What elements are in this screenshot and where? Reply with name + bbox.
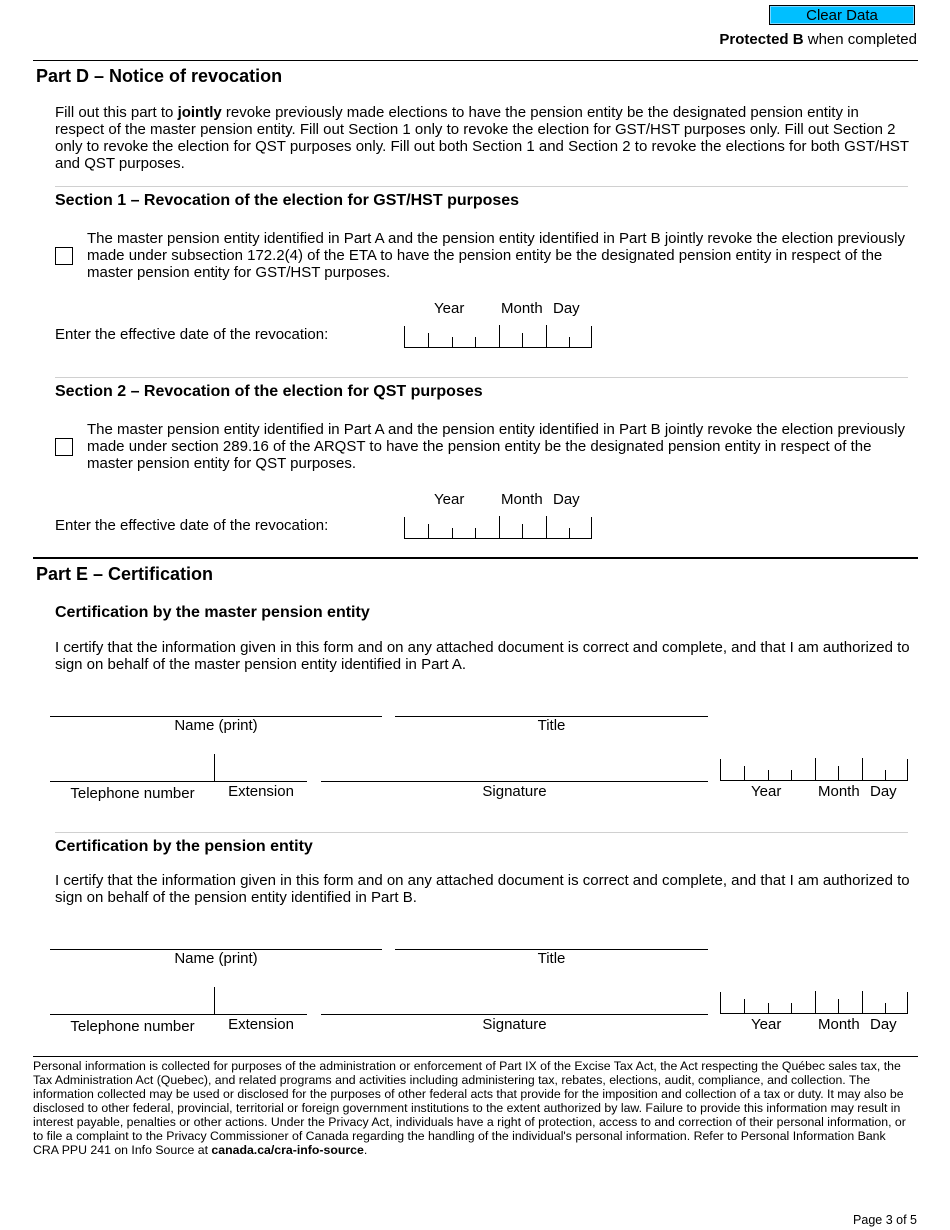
pension-year-label: Year [751, 1016, 782, 1033]
date-comb-tick [885, 770, 886, 780]
pension-signature-label: Signature [482, 1016, 547, 1033]
date-comb-tick [546, 325, 547, 347]
protected-b-label: Protected B [719, 31, 804, 48]
date-comb-tick [452, 337, 453, 347]
part-e-title: Part E – Certification [36, 564, 214, 584]
pension-certification-title: Certification by the pension entity [55, 838, 313, 855]
date-comb-tick [791, 1003, 792, 1013]
date-comb-tick [475, 337, 476, 347]
section-divider [55, 186, 908, 187]
protected-b-notice [719, 31, 917, 48]
pension-day-label: Day [870, 1016, 897, 1033]
section-2-date-input[interactable] [404, 517, 592, 539]
pension-title-label: Title [537, 950, 566, 967]
part-d-intro-jointly: jointly [177, 104, 222, 121]
date-comb-tick [768, 1003, 769, 1013]
master-title-label: Title [537, 717, 566, 734]
date-comb-tick [475, 528, 476, 538]
section-2-checkbox[interactable] [55, 438, 73, 456]
clear-data-button[interactable]: Clear Data [769, 5, 915, 25]
date-comb-tick [499, 516, 500, 538]
s1-day-label: Day [553, 300, 580, 317]
date-comb-tick [838, 999, 839, 1013]
master-telephone-label: Telephone number [70, 785, 195, 802]
part-d-title: Part D – Notice of revocation [36, 66, 283, 86]
privacy-notice [33, 1059, 913, 1157]
pension-telephone-line[interactable] [50, 1014, 307, 1015]
master-certification-date[interactable] [720, 759, 908, 781]
master-year-label: Year [751, 783, 782, 800]
date-comb-tick [522, 524, 523, 538]
date-comb-tick [499, 325, 500, 347]
date-comb-tick [791, 770, 792, 780]
section-1-date-label: Enter the effective date of the revocation: [55, 326, 329, 343]
section-divider [55, 832, 908, 833]
date-comb-tick [862, 991, 863, 1013]
header-divider [33, 60, 918, 61]
pension-extension-label: Extension [228, 1016, 294, 1033]
master-phone-separator [214, 754, 215, 781]
date-comb-tick [428, 524, 429, 538]
part-d-intro [55, 104, 910, 172]
date-comb-tick [885, 1003, 886, 1013]
pension-phone-separator [214, 987, 215, 1014]
s2-year-label: Year [434, 491, 465, 508]
date-comb-tick [569, 528, 570, 538]
master-name-label: Name (print) [174, 717, 258, 734]
date-comb-tick [838, 766, 839, 780]
pension-signature-line[interactable] [321, 1014, 708, 1015]
info-source-link[interactable]: canada.ca/cra-info-source [211, 1143, 364, 1157]
section-2-title: Section 2 – Revocation of the election for QST purposes [55, 383, 483, 400]
s2-month-label: Month [501, 491, 543, 508]
page-number: Page 3 of 5 [853, 1213, 917, 1227]
master-telephone-line[interactable] [50, 781, 307, 782]
section-1-date-input[interactable] [404, 326, 592, 348]
master-certification-title: Certification by the master pension entity [55, 604, 370, 621]
master-signature-line[interactable] [321, 781, 708, 782]
date-comb-tick [768, 770, 769, 780]
section-1-text: The master pension entity identified in Part A and the pension entity identified in Part B jointly revoke the election previously made under subsection 172.2(4) of the ETA to have the pension entity be the designated pension entity in respect of the master pension entity for GST/HST purposes. [87, 230, 905, 281]
section-2-text: The master pension entity identified in Part A and the pension entity identified in Part B jointly revoke the election previously made under section 289.16 of the ARQST to have the pension entity be the designated pension entity in respect of the master pension entity for QST purposes. [87, 421, 905, 472]
part-divider [33, 557, 918, 559]
master-signature-label: Signature [482, 783, 547, 800]
date-comb-tick [569, 337, 570, 347]
s1-month-label: Month [501, 300, 543, 317]
section-1-checkbox[interactable] [55, 247, 73, 265]
date-comb-tick [522, 333, 523, 347]
master-month-label: Month [818, 783, 860, 800]
privacy-notice-end: . [363, 1143, 368, 1157]
s1-year-label: Year [434, 300, 465, 317]
date-comb-tick [815, 758, 816, 780]
section-2-date-label: Enter the effective date of the revocation: [55, 517, 329, 534]
s2-day-label: Day [553, 491, 580, 508]
pension-certification-date[interactable] [720, 992, 908, 1014]
pension-certification-text: I certify that the information given in this form and on any attached document is correct and complete, and that I am authorized to sign on behalf of the pension entity identified in Part B. [55, 872, 910, 906]
master-extension-label: Extension [228, 783, 294, 800]
section-divider [55, 377, 908, 378]
master-day-label: Day [870, 783, 897, 800]
pension-name-label: Name (print) [174, 950, 258, 967]
section-1-title: Section 1 – Revocation of the election for GST/HST purposes [55, 192, 520, 209]
privacy-notice-text: Personal information is collected for purposes of the administration or enforcement of Part IX of the Excise Tax Act, the Act respecting the Québec sales tax, the Tax Administration Act (Quebec), and related programs and activities including administering tax, rebates, elections, audit, compliance, and collection. The information collected may be used or disclosed for the purposes of other federal acts that provide for the imposition and collection of a tax or duty. It may also be disclosed to other federal, provincial, territorial or foreign government institutions to the extent authorized by law. Failure to provide this information may result in interest payable, penalties or other actions. Under the Privacy Act, individuals have a right of protection, access to and correction of their personal information, or to file a complaint to the Privacy Commissioner of Canada regarding the handling of the individual's personal information. Refer to Personal Information Bank CRA PPU 241 on Info Source at [33, 1059, 906, 1157]
date-comb-tick [862, 758, 863, 780]
master-certification-text: I certify that the information given in this form and on any attached document is correct and complete, and that I am authorized to sign on behalf of the master pension entity identified in Part A. [55, 639, 910, 673]
date-comb-tick [744, 766, 745, 780]
footer-divider [33, 1056, 918, 1057]
date-comb-tick [452, 528, 453, 538]
date-comb-tick [546, 516, 547, 538]
pension-telephone-label: Telephone number [70, 1018, 195, 1035]
part-d-intro-start: Fill out this part to [55, 104, 178, 121]
pension-month-label: Month [818, 1016, 860, 1033]
date-comb-tick [428, 333, 429, 347]
protected-b-suffix: when completed [803, 31, 917, 48]
date-comb-tick [744, 999, 745, 1013]
part-d-intro-rest: revoke previously made elections to have the pension entity be the designated pension entity in respect of the master pension entity. Fill out Section 1 only to revoke the election for GST/HST purposes only. Fill out Section 2 only to revoke the election for QST purposes only. Fill out both Section 1 and Section 2 to revoke the elections for both GST/HST and QST purposes. [55, 104, 909, 172]
date-comb-tick [815, 991, 816, 1013]
